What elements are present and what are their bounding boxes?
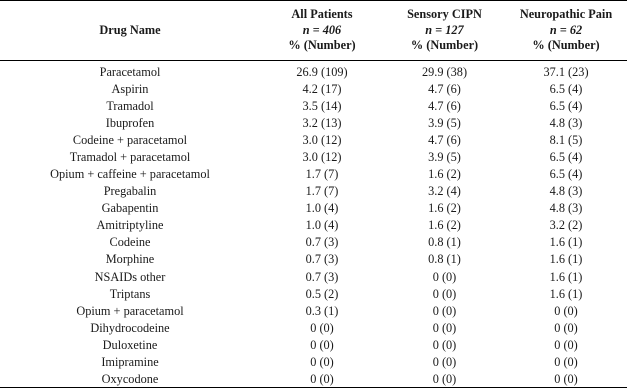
sensory-cipn-cell: 0 (0) bbox=[432, 286, 457, 301]
neuropathic-pain-cell: 8.1 (5) bbox=[549, 132, 583, 147]
drug-name-cell: Triptans bbox=[109, 286, 151, 301]
sensory-cipn-cell: 0 (0) bbox=[432, 337, 457, 352]
drug-name-cell: Tramadol + paracetamol bbox=[69, 149, 191, 164]
sensory-cipn-cell: 4.7 (6) bbox=[428, 81, 461, 96]
neuropathic-pain-cell: 4.8 (3) bbox=[549, 201, 583, 216]
header-n: n = 127 bbox=[425, 22, 464, 37]
sensory-cipn-cell: 4.7 (6) bbox=[428, 132, 461, 147]
all-patients-cell: 0 (0) bbox=[260, 371, 384, 388]
drug-name-cell: Opium + paracetamol bbox=[76, 303, 184, 318]
all-patients-cell: 0 (0) bbox=[310, 337, 334, 352]
neuropathic-pain-cell: 37.1 (23) bbox=[543, 65, 589, 79]
all-patients-cell: 3.2 (13) bbox=[302, 115, 342, 130]
drug-name-cell: Pregabalin bbox=[103, 184, 157, 199]
neuropathic-pain-cell: 0 (0) bbox=[554, 320, 578, 335]
sensory-cipn-cell: 3.2 (4) bbox=[428, 184, 461, 199]
neuropathic-pain-cell: 0 (0) bbox=[554, 337, 578, 352]
neuropathic-pain-cell: 6.5 (4) bbox=[549, 81, 583, 96]
sensory-cipn-cell: 4.7 (6) bbox=[428, 98, 461, 113]
all-patients-cell: 1.7 (7) bbox=[305, 167, 339, 182]
table-row bbox=[0, 61, 627, 81]
header-row bbox=[0, 1, 627, 61]
all-patients-cell: 1.0 (4) bbox=[305, 218, 339, 233]
all-patients-cell: 0.7 (3) bbox=[305, 235, 339, 250]
header-title: All Patients bbox=[291, 7, 353, 22]
all-patients-cell: 4.2 (17) bbox=[302, 81, 342, 96]
neuropathic-pain-cell: 0 (0) bbox=[554, 355, 578, 370]
table-row bbox=[0, 183, 627, 200]
all-patients-cell: 0 (0) bbox=[310, 355, 334, 370]
sensory-cipn-cell: 0.8 (1) bbox=[428, 235, 461, 250]
all-patients-cell: 0.3 (1) bbox=[305, 303, 339, 318]
sensory-cipn-cell: 1.6 (2) bbox=[428, 218, 461, 233]
header-title: Drug Name bbox=[99, 22, 161, 37]
table-row bbox=[0, 217, 627, 234]
table-row bbox=[0, 371, 627, 388]
all-patients-cell: 0.7 (3) bbox=[305, 269, 339, 284]
drug-name-cell: NSAIDs other bbox=[94, 269, 166, 284]
neuropathic-pain-cell: 1.6 (1) bbox=[549, 286, 583, 301]
table-row bbox=[0, 285, 627, 302]
all-patients-cell: 3.0 (12) bbox=[302, 149, 342, 164]
table-row bbox=[0, 354, 627, 371]
header-drug-name bbox=[0, 1, 260, 61]
all-patients-cell: 0.7 (3) bbox=[305, 252, 339, 267]
table-row bbox=[0, 200, 627, 217]
drug-name-cell: Paracetamol bbox=[99, 65, 161, 79]
header-unit: % (Number) bbox=[532, 38, 600, 53]
drug-name-cell: Aspirin bbox=[111, 81, 149, 96]
header-unit: % (Number) bbox=[410, 38, 479, 53]
drug-name-cell: Codeine bbox=[109, 235, 151, 250]
table-row bbox=[0, 165, 627, 182]
header-neuropathic-pain bbox=[505, 1, 627, 61]
table-row bbox=[0, 148, 627, 165]
sensory-cipn-cell: 29.9 (38) bbox=[421, 65, 468, 79]
table-row bbox=[0, 251, 627, 268]
neuropathic-pain-cell: 1.6 (1) bbox=[549, 235, 583, 250]
table-row bbox=[0, 97, 627, 114]
neuropathic-pain-cell: 4.8 (3) bbox=[549, 184, 583, 199]
table-row bbox=[0, 268, 627, 285]
all-patients-cell: 26.9 (109) bbox=[296, 65, 348, 79]
drug-name-cell: Codeine + paracetamol bbox=[72, 132, 188, 147]
drug-name-cell: Tramadol bbox=[106, 98, 154, 113]
neuropathic-pain-cell: 1.6 (1) bbox=[549, 252, 583, 267]
table-row bbox=[0, 80, 627, 97]
neuropathic-pain-cell: 1.6 (1) bbox=[549, 269, 583, 284]
drug-name-cell: Morphine bbox=[105, 252, 155, 267]
table-row bbox=[0, 319, 627, 336]
neuropathic-pain-cell: 6.5 (4) bbox=[549, 98, 583, 113]
table-row bbox=[0, 114, 627, 131]
sensory-cipn-cell: 3.9 (5) bbox=[428, 149, 461, 164]
all-patients-cell: 0 (0) bbox=[310, 320, 334, 335]
table-row bbox=[0, 131, 627, 148]
drug-name-cell: Amitriptyline bbox=[96, 218, 164, 233]
all-patients-cell: 0.5 (2) bbox=[305, 286, 339, 301]
header-all-patients bbox=[260, 1, 384, 61]
drug-name-cell: Gabapentin bbox=[101, 201, 159, 216]
sensory-cipn-cell: 0 (0) bbox=[432, 355, 457, 370]
sensory-cipn-cell: 0 (0) bbox=[432, 303, 457, 318]
table-row bbox=[0, 302, 627, 319]
sensory-cipn-cell: 0.8 (1) bbox=[428, 252, 461, 267]
neuropathic-pain-cell: 0 (0) bbox=[554, 303, 578, 318]
all-patients-cell: 1.7 (7) bbox=[305, 184, 339, 199]
sensory-cipn-cell: 1.6 (2) bbox=[428, 167, 461, 182]
all-patients-cell: 3.0 (12) bbox=[302, 132, 342, 147]
all-patients-cell: 1.0 (4) bbox=[305, 201, 339, 216]
neuropathic-pain-cell: 6.5 (4) bbox=[549, 167, 583, 182]
header-n: n = 62 bbox=[549, 22, 583, 37]
drug-name-cell: Dihydrocodeine bbox=[90, 320, 170, 335]
sensory-cipn-cell: 1.6 (2) bbox=[428, 201, 461, 216]
header-n: n = 406 bbox=[302, 22, 342, 37]
drug-name-cell: Duloxetine bbox=[102, 337, 158, 352]
header-sensory-cipn bbox=[384, 1, 505, 61]
sensory-cipn-cell: 0 (0) bbox=[432, 320, 457, 335]
table-row bbox=[0, 234, 627, 251]
neuropathic-pain-cell: 4.8 (3) bbox=[549, 115, 583, 130]
drug-name-cell: Ibuprofen bbox=[105, 115, 155, 130]
drug-name-cell: Imipramine bbox=[101, 355, 159, 370]
neuropathic-pain-cell: 0 (0) bbox=[505, 371, 627, 388]
header-title: Neuropathic Pain bbox=[519, 7, 613, 22]
table-row bbox=[0, 336, 627, 353]
header-title: Sensory CIPN bbox=[407, 7, 482, 22]
sensory-cipn-cell: 0 (0) bbox=[432, 269, 457, 284]
header-unit: % (Number) bbox=[288, 38, 356, 53]
sensory-cipn-cell: 3.9 (5) bbox=[428, 115, 461, 130]
neuropathic-pain-cell: 3.2 (2) bbox=[549, 218, 583, 233]
sensory-cipn-cell: 0 (0) bbox=[384, 371, 505, 388]
all-patients-cell: 3.5 (14) bbox=[302, 98, 342, 113]
table-body bbox=[0, 61, 627, 388]
drug-name-cell: Oxycodone bbox=[0, 371, 260, 388]
neuropathic-pain-cell: 6.5 (4) bbox=[549, 149, 583, 164]
drug-name-cell: Opium + caffeine + paracetamol bbox=[50, 167, 210, 182]
